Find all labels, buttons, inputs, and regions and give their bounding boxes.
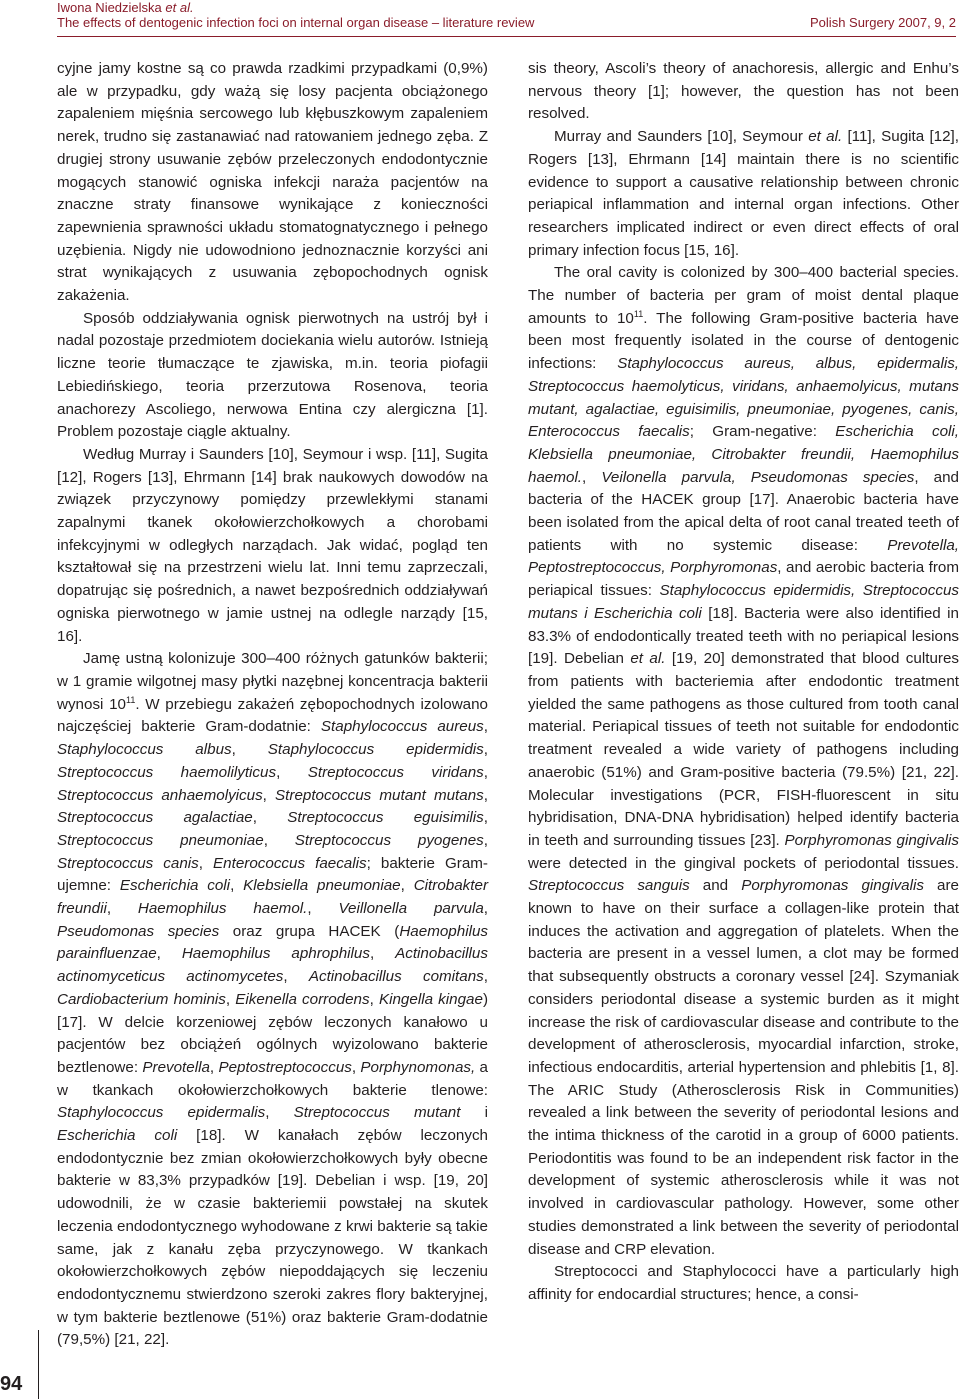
- right-paragraph-1: sis theory, Ascoli’s theory of anachoresis, allergic and Enhu’s nervous theory [1]; however, the question has not been resolved.: [528, 60, 959, 123]
- header-article-title: The effects of dentogenic infection foci on internal organ disease – literature review: [57, 15, 535, 30]
- left-column: [57, 58, 488, 1352]
- right-paragraph-2: Murray and Saunders [10], Seymour et al. [11], Sugita [12], Rogers [13], Ehrmann [14] maintain there is no scientific evidence to support a causative relationship between chronic periapical inflammation and internal organ infections. Other researchers implicated indirect or even direct effects of oral primary infection focus [15, 16].: [528, 128, 959, 259]
- right-paragraph-4: Streptococci and Staphylococci have a particularly high affinity for endocardial structures; hence, a consi-: [528, 1263, 959, 1303]
- header-author: Iwona Niedzielska et al.: [57, 0, 194, 15]
- header-rule: [57, 36, 956, 37]
- right-column: [528, 58, 959, 1307]
- left-paragraph-4: Jamę ustną kolonizuje 300–400 różnych gatunków bakterii; w 1 gramie wilgotnej masy płytki nazębnej koncentracja bakterii wynosi $10^{11}$. W przebiegu zakażeń zębopochodnych izolowano najczęściej bakterie Gram-dodatnie: Staphylococcus aureus, Staphylococcus albus, Staphylococcus epidermidis, Streptococcus haemolilyticus, Streptococcus viridans, Streptococcus anhaemolyicus, Streptococcus mutant mutans, Streptococcus agalactiae, Streptococcus eguisimilis, Streptococcus pneumoniae, Streptococcus pyogenes, Streptococcus canis, Enterococcus faecalis; bakterie Gram-ujemne: Escherichia coli, Klebsiella pneumoniae, Citrobakter freundii, Haemophilus haemol., Veillonella parvula, Pseudomonas species oraz grupa HACEK (Haemophilus parainfluenzae, Haemophilus aphrophilus, Actinobacillus actinomyceticus actinomycetes, Actinobacillus comitans, Cardiobacterium hominis, Eikenella corrodens, Kingella kingae) [17]. W delcie korzeniowej zębów leczonych kanałowo u pacjentów bez obciążeń ogólnych wyizolowano bakterie beztlenowe: Prevotella, Peptostreptococcus, Porphynomonas, a w tkankach okołowierzchołkowych bakterie tlenowe: Staphylococcus epidermalis, Streptococcus mutant i Escherichia coli [18]. W kanałach zębów leczonych endodontycznie bez zmian okołowierzchołkowych były obecne bakterie w 83,3% przypadków [19]. Debelian i wsp. [19, 20] udowodnili, że w czasie bakteriemii powstałej na skutek leczenia endodontycznego wyhodowane z krwi bakterie są takie same, jak z kanału zęba przyczynowego. W tkankach okołowierzchołkowych zębów niepoddających się leczeniu endodontycznemu stwierdzono szeroki zakres flory bakteryjnej, w tym bakterie beztlenowe (51%) oraz bakterie Gram-dodatnie (79,5%) [21, 22].: [57, 650, 489, 1349]
- page-number-rule: [38, 1330, 39, 1399]
- left-paragraph-1: cyjne jamy kostne są co prawda rzadkimi przypadkami (0,9%) ale w przypadku, gdy ważą się losy pacjenta obciążonego zapaleniem mięśnia sercowego lub kłębuszkowym zapaleniem nerek, trudno się zastanawiać nad ratowaniem jednego zęba. Z drugiej strony usuwanie zębów przeleczonych endodontycznie mogących stanowić ogniska infekcji naraża pacjentów na znaczne straty finansowe wynikające z konieczności zapewnienia sprawności układu stomatognatycznego i pełnego uzębienia. Nigdy nie udowodniono jednoznacznie korzyści ani strat wynikających z usuwania zębopochodnych ognisk zakażenia.: [57, 60, 488, 305]
- left-paragraph-3: Według Murray i Saunders [10], Seymour i wsp. [11], Sugita [12], Rogers [13], Ehrmann [14] brak naukowych dowodów na związek przyczynowy pomiędzy przewlekłymi stanami zapalnymi tkanek okołowierzchołkowych a chorobami infekcyjnymi w odległych narządach. Jak widać, pogląd ten kształtował się na przestrzeni wielu lat. Inni temu zaprzeczali, dopatrując się pośrednich, a nawet bezpośrednich oddziaływań ogniska pierwotnego w jamie ustnej na odlegle narządy [15, 16].: [57, 445, 488, 645]
- left-paragraph-2: Sposób oddziaływania ognisk pierwotnych na ustrój był i nadal pozostaje przedmiotem dociekania wielu autorów. Istnieją liczne teorie tłumaczące te zjawiska, m.in. teoria piofagii Lebiedińskiego, teoria przerzutowa Rosenova, teoria anachorezy Ascoliego, nerwowa Entina czy alergiczna [1]. Problem pozostaje ciągle aktualny.: [57, 309, 488, 441]
- page-number: 94: [0, 1373, 23, 1395]
- right-paragraph-3: The oral cavity is colonized by 300–400 bacterial species. The number of bacteria per gram of moist dental plaque amounts to $10^{11}$. The following Gram-positive bacteria have been most frequently isolated in the course of dentogenic infections: Staphylococcus aureus, albus, epidermalis, Streptococcus haemolyticus, viridans, anhaemolyicus, mutans mutant, agalactiae, eguisimilis, pneumoniae, pyogenes, canis, Enterococcus faecalis; Gram-negative: Escherichia coli, Klebsiella pneumoniae, Citrobakter freundii, Haemophilus haemol., Veilonella parvula, Pseudomonas species, and bacteria of the HACEK group [17]. Anaerobic bacteria have been isolated from the apical delta of root canal treated teeth of patients with no systemic disease: Prevotella, Peptostreptococcus, Porphyromonas, and aerobic bacteria from periapical tissues: Staphylococcus epidermidis, Streptococcus mutans i Escherichia coli [18]. Bacteria were also identified in 83.3% of endodontically treated teeth with no periapical lesions [19]. Debelian et al. [19, 20] demonstrated that blood cultures from patients with bacteriemia after endodontic treatment yielded the same pathogens as those cultured from tooth canal material. Periapical tissues of teeth not suitable for endodontic treatment revealed a wide variety of pathogens including anaerobic (51%) and Gram-positive bacteria (79.5%) [21, 22]. Molecular investigations (PCR, FISH-fluorescent in situ hybridisation, DNA-DNA hybridisation) helped identify bacteria in teeth and surrounding tissues [23]. Porphyromonas gingivalis were detected in the gingival pockets of periodontal tissues. Streptococcus sanguis and Porphyromonas gingivalis are known to have on their surface a collagen-like protein that induces the activation and aggregation of platelets. When the bacteria are present in a vessel lumen, a clot may be formed that subsequently obstructs a coronary vessel [24]. Szymaniak considers periodontal disease a systemic burden as it might increase the risk of cardiovascular disease and contribute to the development of atherosclerosis, myocardial infarction, stroke, infectious endocarditis, arterial hypertension and phlebitis [1, 8]. The ARIC Study (Atherosclerosis Risk in Communities) revealed a link between the severity of periodontal lesions and the intima thickness of the carotid in a group of 6000 patients. Periodontitis was found to be an independent risk factor in the development of systemic atherosclerosis while it was not involved in cardiovascular pathology. However, some other studies demonstrated a link between the severity of periodontal disease and CRP elevation.: [528, 264, 960, 1258]
- header-journal: Polish Surgery 2007, 9, 2: [810, 15, 956, 30]
